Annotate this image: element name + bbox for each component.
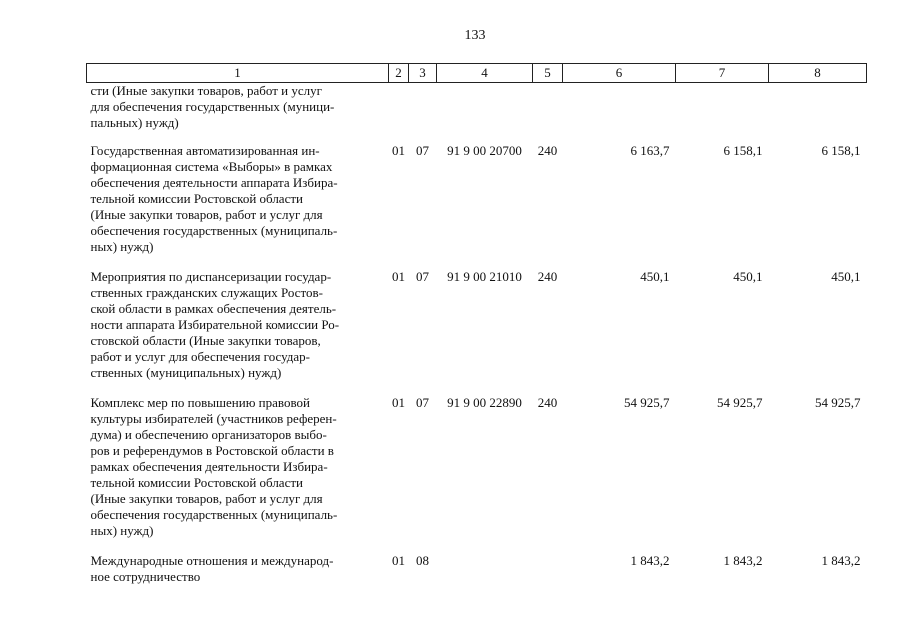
- expense-type-code: 240: [537, 269, 558, 284]
- target-article-code: 91 9 00 21010: [447, 269, 522, 284]
- amount-col-6: [563, 83, 676, 144]
- amount-col-7: 54 925,7: [717, 395, 763, 410]
- description-line: тельной комиссии Ростовской области: [90, 191, 303, 206]
- description-line: ное сотрудничество: [90, 569, 201, 584]
- subsection-code: 07: [416, 395, 429, 410]
- amount-col-8: 1 843,2: [821, 553, 861, 568]
- section-code: 01: [392, 269, 405, 284]
- amount-col-6: 450,1: [640, 269, 670, 284]
- header-col-5: 5: [533, 64, 563, 83]
- table-row: [87, 269, 867, 395]
- row-description: [87, 83, 389, 144]
- target-article-code: 91 9 00 20700: [447, 143, 522, 158]
- description-line: пальных) нужд): [90, 115, 179, 130]
- table-row: [87, 143, 867, 269]
- description-line: обеспечения государственных (муниципаль-: [90, 223, 338, 238]
- subsection-code: 08: [416, 553, 429, 568]
- row-description: [87, 143, 389, 269]
- amount-col-6: 1 843,2: [630, 553, 670, 568]
- target-article-code: [437, 83, 533, 144]
- header-col-4: 4: [437, 64, 533, 83]
- description-line: (Иные закупки товаров, работ и услуг для: [90, 491, 323, 506]
- amount-col-6: 6 163,7: [630, 143, 670, 158]
- description-line: Международные отношения и международ-: [90, 553, 334, 568]
- header-col-3: 3: [409, 64, 437, 83]
- description-line: ных) нужд): [90, 239, 154, 254]
- header-col-2: 2: [389, 64, 409, 83]
- description-line: работ и услуг для обеспечения государ-: [90, 349, 311, 364]
- expense-type-code: [533, 83, 563, 144]
- description-line: дума) и обеспечению организаторов выбо-: [90, 427, 327, 442]
- expense-type-code: [533, 553, 563, 585]
- table-header: [87, 64, 867, 83]
- section-code: 01: [392, 553, 405, 568]
- row-description: [87, 269, 389, 395]
- description-line: обеспечения деятельности аппарата Избира-: [90, 175, 338, 190]
- amount-col-7: 6 158,1: [723, 143, 763, 158]
- description-line: формационная система «Выборы» в рамках: [90, 159, 333, 174]
- amount-col-6: 54 925,7: [624, 395, 670, 410]
- row-description: [87, 553, 389, 585]
- description-line: Комплекс мер по повышению правовой: [90, 395, 310, 410]
- description-line: стовской области (Иные закупки товаров,: [90, 333, 321, 348]
- description-line: Мероприятия по диспансеризации государ-: [90, 269, 332, 284]
- header-col-7: 7: [676, 64, 769, 83]
- page-number: 133: [464, 28, 486, 43]
- section-code: [389, 83, 409, 144]
- subsection-code: [409, 83, 437, 144]
- amount-col-8: 6 158,1: [821, 143, 861, 158]
- description-line: ственных (муниципальных) нужд): [90, 365, 282, 380]
- description-line: Государственная автоматизированная ин-: [90, 143, 320, 158]
- section-code: 01: [392, 395, 405, 410]
- description-line: (Иные закупки товаров, работ и услуг для: [90, 207, 323, 222]
- amount-col-7: 450,1: [733, 269, 763, 284]
- description-line: рамках обеспечения деятельности Избира-: [90, 459, 328, 474]
- header-col-8: 8: [769, 64, 867, 83]
- description-line: ров и референдумов в Ростовской области в: [90, 443, 334, 458]
- description-line: для обеспечения государственных (муници-: [90, 99, 335, 114]
- amount-col-8: 54 925,7: [815, 395, 861, 410]
- target-article-code: [437, 553, 533, 585]
- target-article-code: 91 9 00 22890: [447, 395, 522, 410]
- description-line: сти (Иные закупки товаров, работ и услуг: [90, 83, 322, 98]
- description-line: ности аппарата Избирательной комиссии Ро-: [90, 317, 340, 332]
- description-line: ской области в рамках обеспечения деятель-: [90, 301, 337, 316]
- table-row: [87, 553, 867, 585]
- table-row: [87, 83, 867, 144]
- description-line: ных) нужд): [90, 523, 154, 538]
- section-code: 01: [392, 143, 405, 158]
- header-col-6: 6: [563, 64, 676, 83]
- amount-col-7: 1 843,2: [723, 553, 763, 568]
- table-row: [87, 395, 867, 553]
- budget-table: [86, 63, 867, 585]
- description-line: ственных гражданских служащих Ростов-: [90, 285, 323, 300]
- expense-type-code: 240: [537, 395, 558, 410]
- subsection-code: 07: [416, 143, 429, 158]
- amount-col-7: [676, 83, 769, 144]
- expense-type-code: 240: [537, 143, 558, 158]
- amount-col-8: 450,1: [831, 269, 861, 284]
- description-line: тельной комиссии Ростовской области: [90, 475, 303, 490]
- description-line: культуры избирателей (участников референ-: [90, 411, 337, 426]
- header-row: [87, 64, 867, 83]
- subsection-code: 07: [416, 269, 429, 284]
- amount-col-8: [769, 83, 867, 144]
- header-col-1: 1: [87, 64, 389, 83]
- description-line: обеспечения государственных (муниципаль-: [90, 507, 338, 522]
- row-description: [87, 395, 389, 553]
